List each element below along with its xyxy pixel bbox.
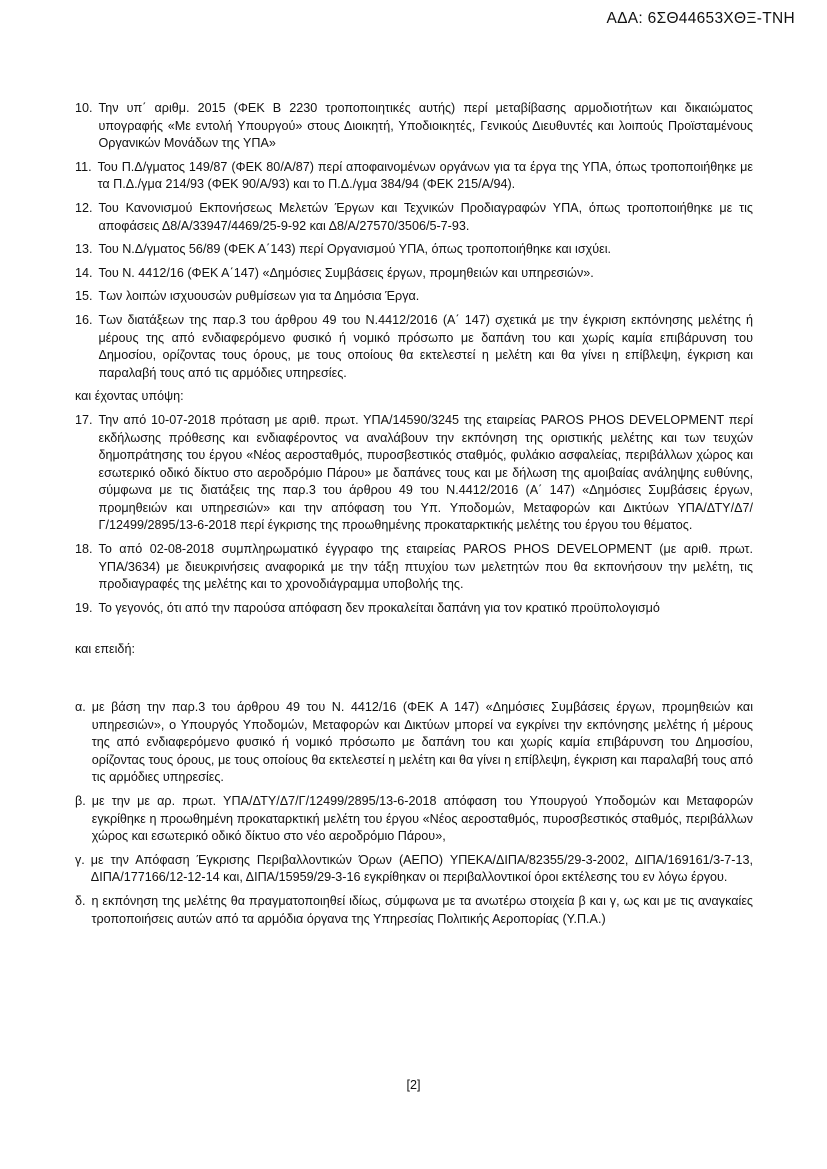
item-number: 10. bbox=[75, 101, 93, 115]
list-item bbox=[75, 265, 753, 283]
item-number: 11. bbox=[75, 159, 92, 174]
spacer bbox=[75, 665, 753, 699]
item-number: γ. bbox=[75, 852, 85, 867]
list-item bbox=[75, 793, 753, 846]
page-number: [2] bbox=[406, 1078, 421, 1092]
item-text: Του Ν.Δ/γματος 56/89 (ΦΕΚ Α΄143) περί Οργανισμού ΥΠΑ, όπως τροποποιήθηκε και ισχύει. bbox=[98, 242, 612, 257]
item-number: 15. bbox=[75, 289, 93, 304]
item-number: δ. bbox=[75, 893, 86, 908]
whereas-heading: και επειδή: bbox=[75, 642, 135, 657]
item-text: Το από 02-08-2018 συμπληρωματικό έγγραφο της εταιρείας PAROS PHOS DEVELOPMENT (με αριθ. πρωτ. ΥΠΑ/3634) με διευκρινήσεις αναφορικά με την τάξη πτυχίου των μελετητών που θα εκπονήσουν την μελέτη, τις προδιαγραφές της μελέτης και το χρονοδιάγραμμα υποβολής της. bbox=[98, 542, 753, 592]
item-number: 17. bbox=[75, 412, 93, 427]
item-number: 12. bbox=[75, 200, 93, 215]
list-item bbox=[75, 852, 753, 887]
list-item bbox=[75, 159, 753, 194]
item-number: 16. bbox=[75, 312, 93, 327]
lettered-list bbox=[75, 699, 753, 928]
list-item bbox=[75, 600, 753, 618]
item-number: 14. bbox=[75, 265, 93, 280]
item-number: 13. bbox=[75, 242, 93, 257]
item-text: Την υπ΄ αριθμ. 2015 (ΦΕΚ Β 2230 τροποποιητικές αυτής) περί μεταβίβασης αρμοδιοτήτων και δικαιώματος υπογραφής «Με εντολή Υπουργού» στους Διοικητή, Υποδιοικητές, Γενικούς Διευθυντές και λοιπούς Προϊσταμένους Οργανικών Μονάδων της ΥΠΑ» bbox=[98, 101, 753, 151]
item-number: α. bbox=[75, 700, 86, 715]
having-regard-heading: και έχοντας υπόψη: bbox=[75, 389, 184, 404]
item-number: β. bbox=[75, 794, 86, 808]
item-text: Την από 10-07-2018 πρόταση με αριθ. πρωτ. ΥΠΑ/14590/3245 της εταιρείας PAROS PHOS DEVELOPMENT περί εκδήλωσης πρόθεσης και ενδιαφέροντος να αναλάβουν την εκπόνηση της οριστικής μελέτης και των τευχών δημοπράτησης του έργου «Νέος αεροσταθμός, πυροσβεστικός σταθμός, φυλάκιο ασφαλείας, περιβάλλων χώρος και εσωτερικό οδικό δίκτυο στο αεροδρόμιο Πάρου» με δαπάνες τους και με δήλωση της αμοιβαίας ανάληψης ευθύνης, σύμφωνα με τις διατάξεις της παρ.3 του άρθρου 49 του Ν.4412/2016 (Α΄ 147) «Δημόσιες Συμβάσεις έργων, προμηθειών και υπηρεσιών» και την απόφαση του Υπ. Υποδομών, Μεταφορών και Δικτύων ΥΠΑ/ΔΤΥ/Δ7/Γ/12499/2895/13-6-2018 περί έγκρισης της προωθημένης προκαταρκτικής μελέτης του έργου του θέματος. bbox=[98, 412, 753, 533]
item-text: Του Π.Δ/γματος 149/87 (ΦΕΚ 80/Α/87) περί αποφαινομένων οργάνων για τα έργα της ΥΠΑ, όπως τροποποιήθηκε με τα Π.Δ./γμα 214/93 (ΦΕΚ 90/Α/93) και το Π.Δ./γμα 384/94 (ΦΕΚ 215/Α/94). bbox=[97, 159, 753, 192]
list-item bbox=[75, 541, 753, 594]
list-item bbox=[75, 893, 753, 928]
list-item bbox=[75, 699, 753, 787]
document-body bbox=[75, 100, 753, 934]
numbered-list bbox=[75, 100, 753, 382]
list-item bbox=[75, 100, 753, 153]
item-text: με βάση την παρ.3 του άρθρου 49 του Ν. 4412/16 (ΦΕΚ Α 147) «Δημόσιες Συμβάσεις έργων, προμηθειών και υπηρεσιών», ο Υπουργός Υποδομών, Μεταφορών και Δικτύων μπορεί να εγκρίνει την εκπόνησης μελέτης ή μέρους της από ενδιαφερόμενο φυσικό ή νομικό πρόσωπο με δαπάνη του και χωρίς καμία επιβάρυνση του Δημοσίου, ορίζοντας τους όρους, με τους οποίους θα εκτελεστεί η μελέτη και θα γίνει η επίβλεψη, έγκριση και παραλαβή τους από τις αρμόδιες υπηρεσίες. bbox=[91, 700, 753, 785]
ada-code: ΑΔΑ: 6ΣΘ44653ΧΘΞ-ΤΝΗ bbox=[606, 10, 795, 27]
item-text: Του Ν. 4412/16 (ΦΕΚ Α΄147) «Δημόσιες Συμβάσεις έργων, προμηθειών και υπηρεσιών». bbox=[98, 265, 594, 280]
item-text: Του Κανονισμού Εκπονήσεως Μελετών Έργων και Τεχνικών Προδιαγραφών ΥΠΑ, όπως τροποποιήθηκε με τις αποφάσεις Δ8/Α/33947/4469/25-9-92 και Δ8/Α/27570/3506/5-7-93. bbox=[98, 200, 753, 233]
spacer bbox=[75, 623, 753, 641]
item-text: με την με αρ. πρωτ. ΥΠΑ/ΔΤΥ/Δ7/Γ/12499/2895/13-6-2018 απόφαση του Υπουργού Υποδομών και Μεταφορών εγκρίθηκε η προωθημένη προκαταρκτική μελέτη του έργου «Νέος αεροσταθμός, πυροσβεστικός σταθμός, περιβάλλων χώρος και εσωτερικό οδικό δίκτυο στο νέο αεροδρόμιο Πάρου», bbox=[91, 794, 753, 844]
item-number: 18. bbox=[75, 542, 93, 557]
item-text: Των διατάξεων της παρ.3 του άρθρου 49 του Ν.4412/2016 (Α΄ 147) σχετικά με την έγκριση εκπόνησης μελέτης ή μέρους της από ενδιαφερόμενο φυσικό ή νομικό πρόσωπο με δαπάνη του και χωρίς καμία επιβάρυνση του Δημοσίου, ορίζοντας τους όρους, με τους οποίους θα εκτελεστεί η μελέτη και θα γίνει η επίβλεψη, έγκριση και παραλαβή τους από τις αρμόδιες υπηρεσίες. bbox=[98, 312, 753, 380]
list-item bbox=[75, 241, 753, 259]
item-text: Των λοιπών ισχυουσών ρυθμίσεων για τα Δημόσια Έργα. bbox=[98, 289, 420, 304]
list-item bbox=[75, 412, 753, 535]
list-item bbox=[75, 200, 753, 235]
item-number: 19. bbox=[75, 600, 93, 615]
list-item bbox=[75, 312, 753, 382]
item-text: με την Απόφαση Έγκρισης Περιβαλλοντικών Όρων (ΑΕΠΟ) ΥΠΕΚΑ/ΔΙΠΑ/82355/29-3-2002, ΔΙΠΑ/169161/3-7-13, ΔΙΠΑ/177166/12-12-14 και, ΔΙΠΑ/15959/29-3-16 εγκρίθηκαν οι περιβαλλοντικοί όροι εκτέλεσης του εν λόγω έργου. bbox=[90, 852, 753, 885]
numbered-list-continued bbox=[75, 412, 753, 618]
list-item bbox=[75, 288, 753, 306]
item-text: Το γεγονός, ότι από την παρούσα απόφαση δεν προκαλείται δαπάνη για τον κρατικό προϋπολογισμό bbox=[98, 600, 660, 615]
item-text: η εκπόνηση της μελέτης θα πραγματοποιηθεί ιδίως, σύμφωνα με τα ανωτέρω στοιχεία β και γ, ως και με τις αναγκαίες τροποποιήσεις αυτών από τα αρμόδια όργανα της Υπηρεσίας Πολιτικής Αεροπορίας (Υ.Π.Α.) bbox=[91, 893, 753, 926]
